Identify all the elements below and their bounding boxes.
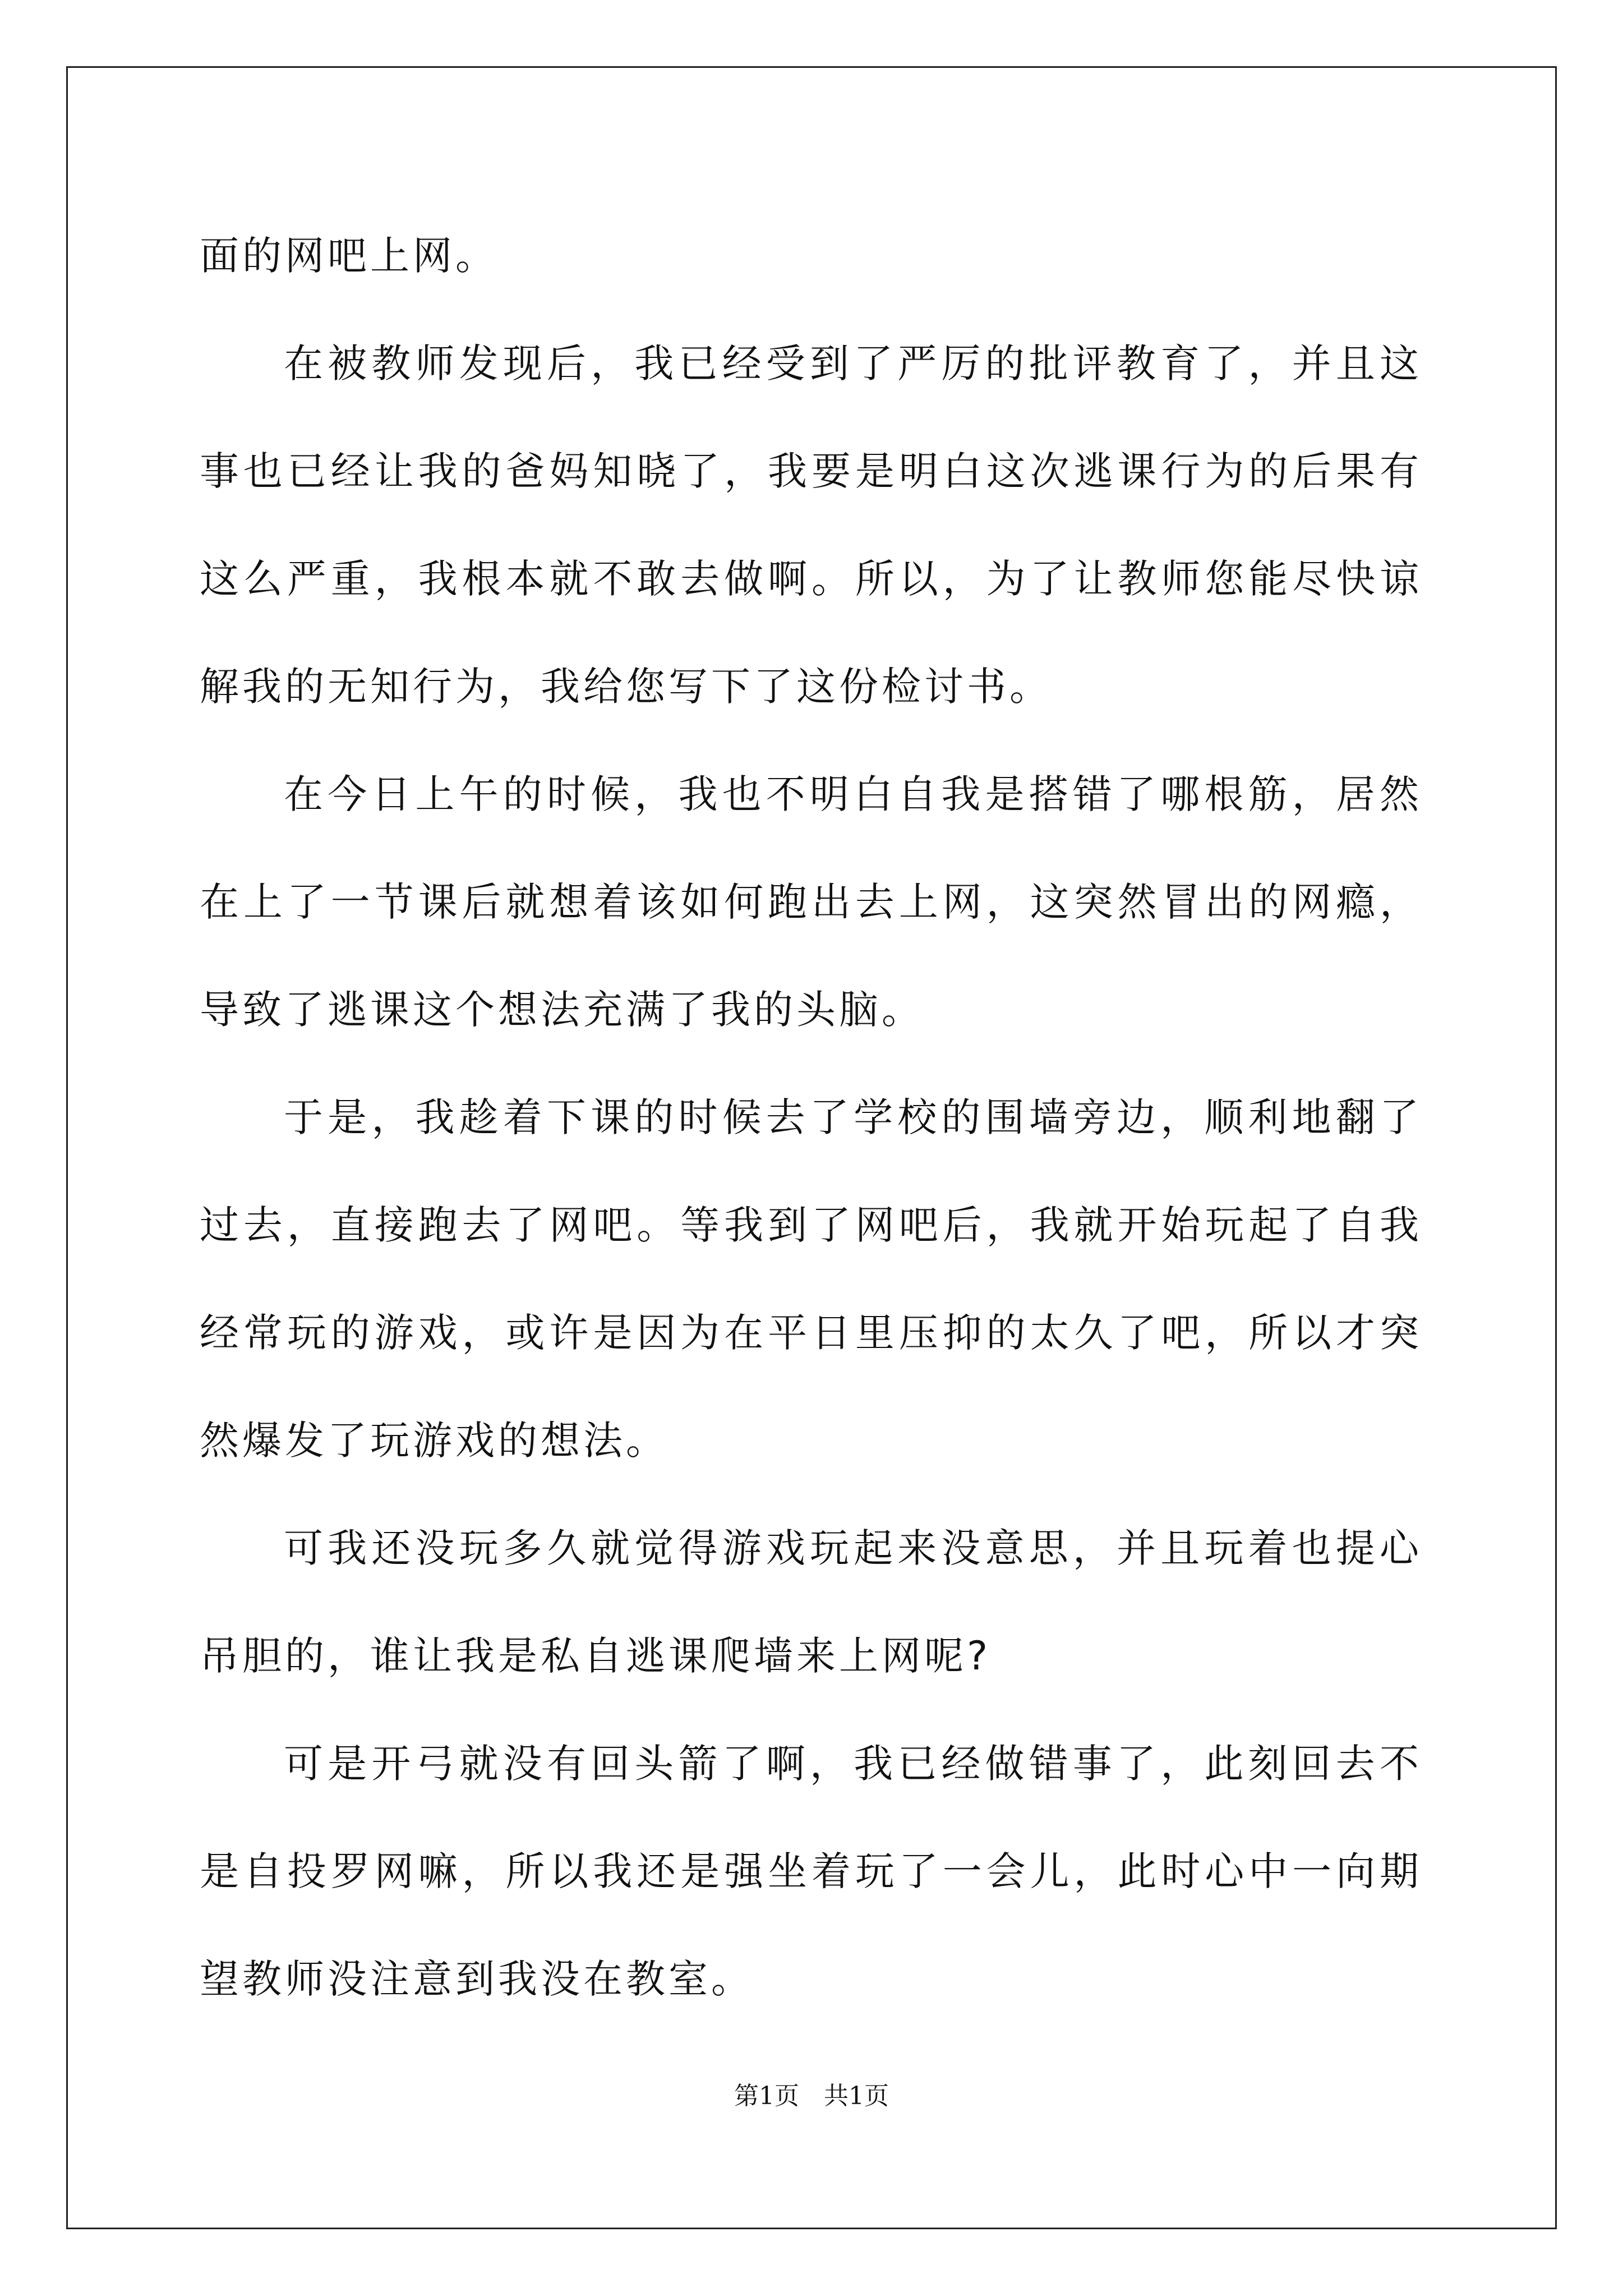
paragraph-6: 可是开弓就没有回头箭了啊，我已经做错事了，此刻回去不是自投罗网嘛，所以我还是强坐着玩了一会儿，此时心中一向期望教师没注意到我没在教室。 [200,1741,1422,2002]
paragraph-4: 于是，我趁着下课的时候去了学校的围墙旁边，顺利地翻了过去，直接跑去了网吧。等我到了网吧后，我就开始玩起了自我经常玩的游戏，或许是因为在平日里压抑的太久了吧，所以才突然爆发了玩游戏的想法。 [200,1094,1422,1464]
paragraph-5: 可我还没玩多久就觉得游戏玩起来没意思，并且玩着也提心吊胆的，谁让我是私自逃课爬墙来上网呢? [200,1525,1422,1679]
page-number-footer: 第1页 共1页 [734,2082,889,2110]
paragraph-3: 在今日上午的时候，我也不明白自我是搭错了哪根筋，居然在上了一节课后就想着该如何跑出去上网，这突然冒出的网瘾，导致了逃课这个想法充满了我的头脑。 [200,771,1422,1033]
paragraph-1: 面的网吧上网。 [200,233,498,279]
document-body [200,202,1422,2033]
paragraph-2: 在被教师发现后，我已经受到了严厉的批评教育了，并且这事也已经让我的爸妈知晓了，我要是明白这次逃课行为的后果有这么严重，我根本就不敢去做啊。所以，为了让教师您能尽快谅解我的无知行为，我给您写下了这份检讨书。 [200,341,1422,710]
